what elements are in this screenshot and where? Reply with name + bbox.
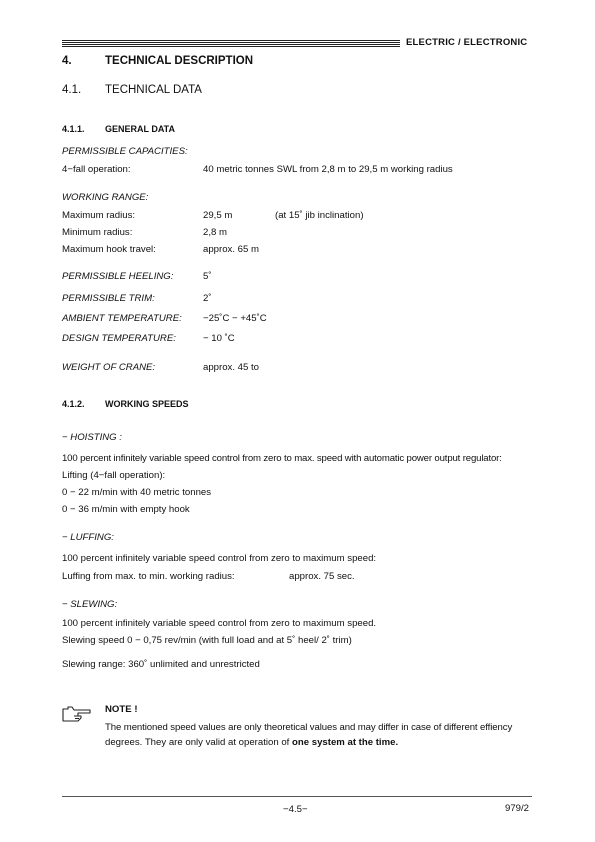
ambient-temp-label: AMBIENT TEMPERATURE:: [62, 313, 182, 324]
note-line-2-text: degrees. They are only valid at operation of: [105, 737, 293, 748]
hoisting-heading: − HOISTING :: [62, 432, 122, 443]
note-line-2-bold: one system at the time.: [292, 737, 399, 748]
subsection-number: 4.1.: [62, 84, 82, 96]
note-line-2: [105, 737, 398, 748]
page-number: −4.5−: [283, 804, 308, 815]
trim-label: PERMISSIBLE TRIM:: [62, 293, 155, 304]
max-radius-value: 29,5 m: [203, 210, 233, 221]
slewing-line-3: Slewing range: 360˚ unlimited and unrestricted: [62, 659, 260, 670]
working-speeds-number: 4.1.2.: [62, 399, 85, 409]
working-range-heading: WORKING RANGE:: [62, 192, 149, 203]
trim-value: 2˚: [203, 293, 212, 304]
fall-operation-value: 40 metric tonnes SWL from 2,8 m to 29,5 m working radius: [203, 164, 453, 175]
section-number: 4.: [62, 55, 72, 67]
slewing-line-2: Slewing speed 0 − 0,75 rev/min (with full load and at 5˚ heel/ 2˚ trim): [62, 635, 352, 646]
general-data-title: GENERAL DATA: [105, 124, 176, 134]
capacities-heading: PERMISSIBLE CAPACITIES:: [62, 146, 188, 157]
heeling-label: PERMISSIBLE HEELING:: [62, 271, 174, 282]
weight-label: WEIGHT OF CRANE:: [62, 362, 156, 373]
header-rule: [62, 40, 400, 47]
working-speeds-title: WORKING SPEEDS: [105, 399, 189, 409]
luffing-label: Luffing from max. to min. working radius:: [62, 571, 235, 582]
fall-operation-label: 4−fall operation:: [62, 164, 131, 175]
ambient-temp-value: −25˚C − +45˚C: [203, 313, 267, 324]
max-radius-note: (at 15˚ jib inclination): [275, 210, 364, 221]
general-data-number: 4.1.1.: [62, 124, 85, 134]
slewing-heading: − SLEWING:: [62, 599, 118, 610]
weight-value: approx. 45 to: [203, 362, 260, 373]
design-temp-value: − 10 ˚C: [203, 333, 235, 344]
luffing-line-1: 100 percent infinitely variable speed control from zero to maximum speed:: [62, 553, 377, 564]
luffing-heading: − LUFFING:: [62, 532, 114, 543]
header-title: ELECTRIC / ELECTRONIC: [406, 37, 528, 48]
note-line-1: The mentioned speed values are only theoretical values and may differ in case of different effiency: [105, 722, 513, 733]
hook-travel-value: approx. 65 m: [203, 244, 259, 255]
hoisting-line-3: 0 − 22 m/min with 40 metric tonnes: [62, 487, 212, 498]
section-title: TECHNICAL DESCRIPTION: [105, 55, 254, 67]
subsection-title: TECHNICAL DATA: [105, 84, 202, 96]
slewing-line-1: 100 percent infinitely variable speed control from zero to maximum speed.: [62, 618, 377, 629]
footer-rule: [62, 796, 532, 797]
hoisting-line-4: 0 − 36 m/min with empty hook: [62, 504, 190, 515]
document-number: 979/2: [505, 803, 530, 814]
min-radius-value: 2,8 m: [203, 227, 227, 238]
pointing-hand-icon: [62, 705, 92, 723]
note-title: NOTE !: [105, 704, 138, 715]
max-radius-label: Maximum radius:: [62, 210, 136, 221]
design-temp-label: DESIGN TEMPERATURE:: [62, 333, 176, 344]
hook-travel-label: Maximum hook travel:: [62, 244, 156, 255]
heeling-value: 5˚: [203, 271, 212, 282]
min-radius-label: Minimum radius:: [62, 227, 133, 238]
hoisting-line-1: 100 percent infinitely variable speed control from zero to max. speed with automatic power output regulator:: [62, 453, 502, 464]
luffing-value: approx. 75 sec.: [289, 571, 355, 582]
hoisting-line-2: Lifting (4−fall operation):: [62, 470, 166, 481]
